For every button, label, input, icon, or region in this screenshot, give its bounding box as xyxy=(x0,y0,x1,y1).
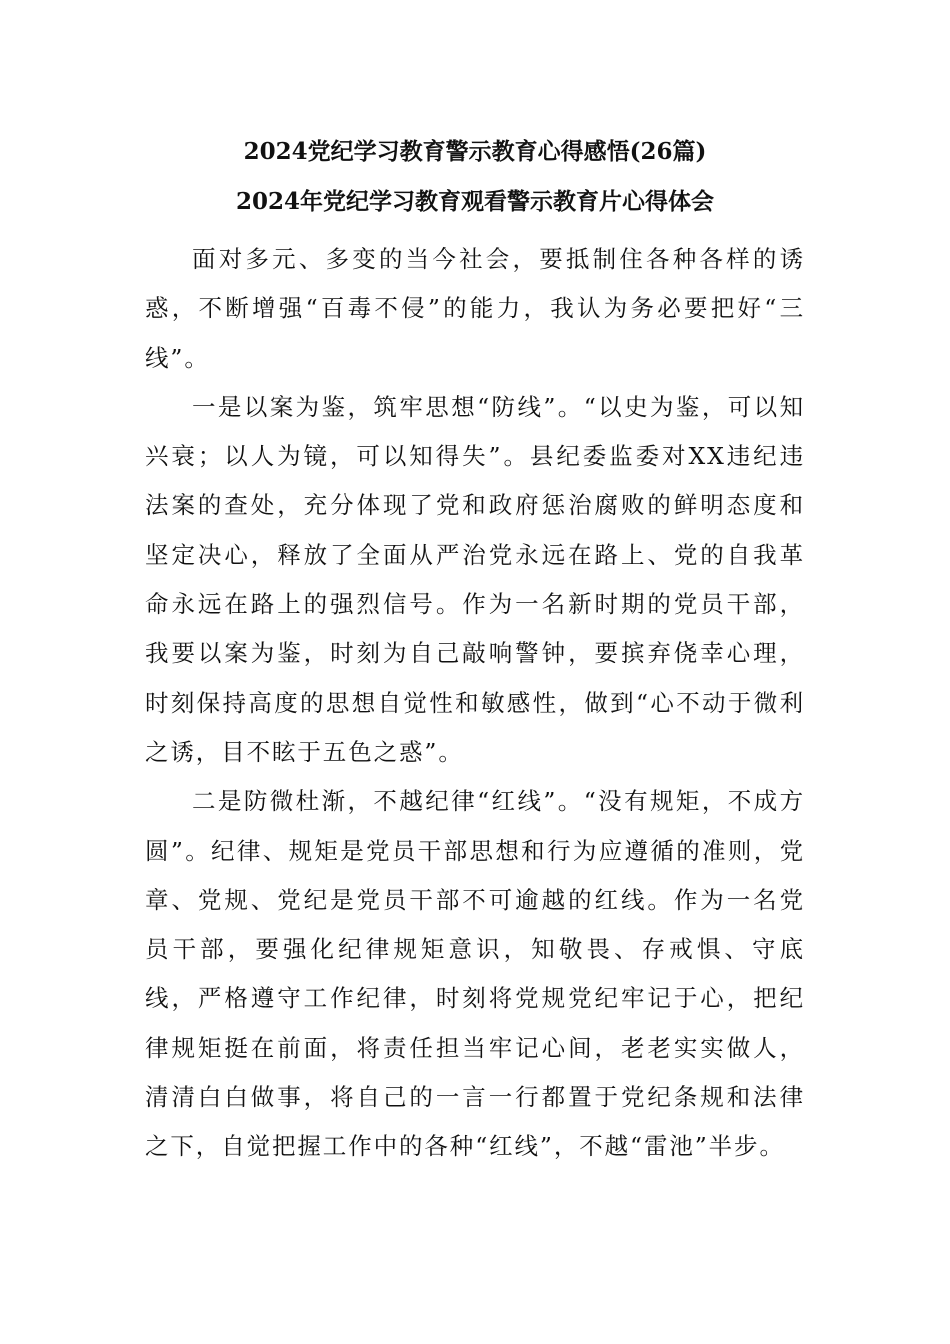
document-title: 2024党纪学习教育警示教育心得感悟(26篇) xyxy=(243,138,707,165)
paragraph-intro: 面对多元、多变的当今社会，要抵制住各种各样的诱惑，不断增强“百毒不侵”的能力，我认为务必要把好“三线”。 xyxy=(145,245,805,372)
document-body xyxy=(145,235,805,1172)
paragraph-point-two: 二是防微杜渐，不越纪律“红线”。“没有规矩，不成方圆”。纪律、规矩是党员干部思想和行为应遵循的准则，党章、党规、党纪是党员干部不可逾越的红线。作为一名党员干部，要强化纪律规矩意识，知敬畏、存戒惧、守底线，严格遵守工作纪律，时刻将党规党纪牢记于心，把纪律规矩挺在前面，将责任担当牢记心间，老老实实做人，清清白白做事，将自己的一言一行都置于党纪条规和法律之下，自觉把握工作中的各种“红线”，不越“雷池”半步。 xyxy=(145,787,805,1161)
document-subtitle: 2024年党纪学习教育观看警示教育片心得体会 xyxy=(235,188,714,215)
paragraph-point-one: 一是以案为鉴，筑牢思想“防线”。“以史为鉴，可以知兴衰；以人为镜，可以知得失”。县纪委监委对XX违纪违法案的查处，充分体现了党和政府惩治腐败的鲜明态度和坚定决心，释放了全面从严治党永远在路上、党的自我革命永远在路上的强烈信号。作为一名新时期的党员干部，我要以案为鉴，时刻为自己敲响警钟，要摈弃侥幸心理，时刻保持高度的思想自觉性和敏感性，做到“心不动于微利之诱，目不眩于五色之惑”。 xyxy=(145,392,805,766)
